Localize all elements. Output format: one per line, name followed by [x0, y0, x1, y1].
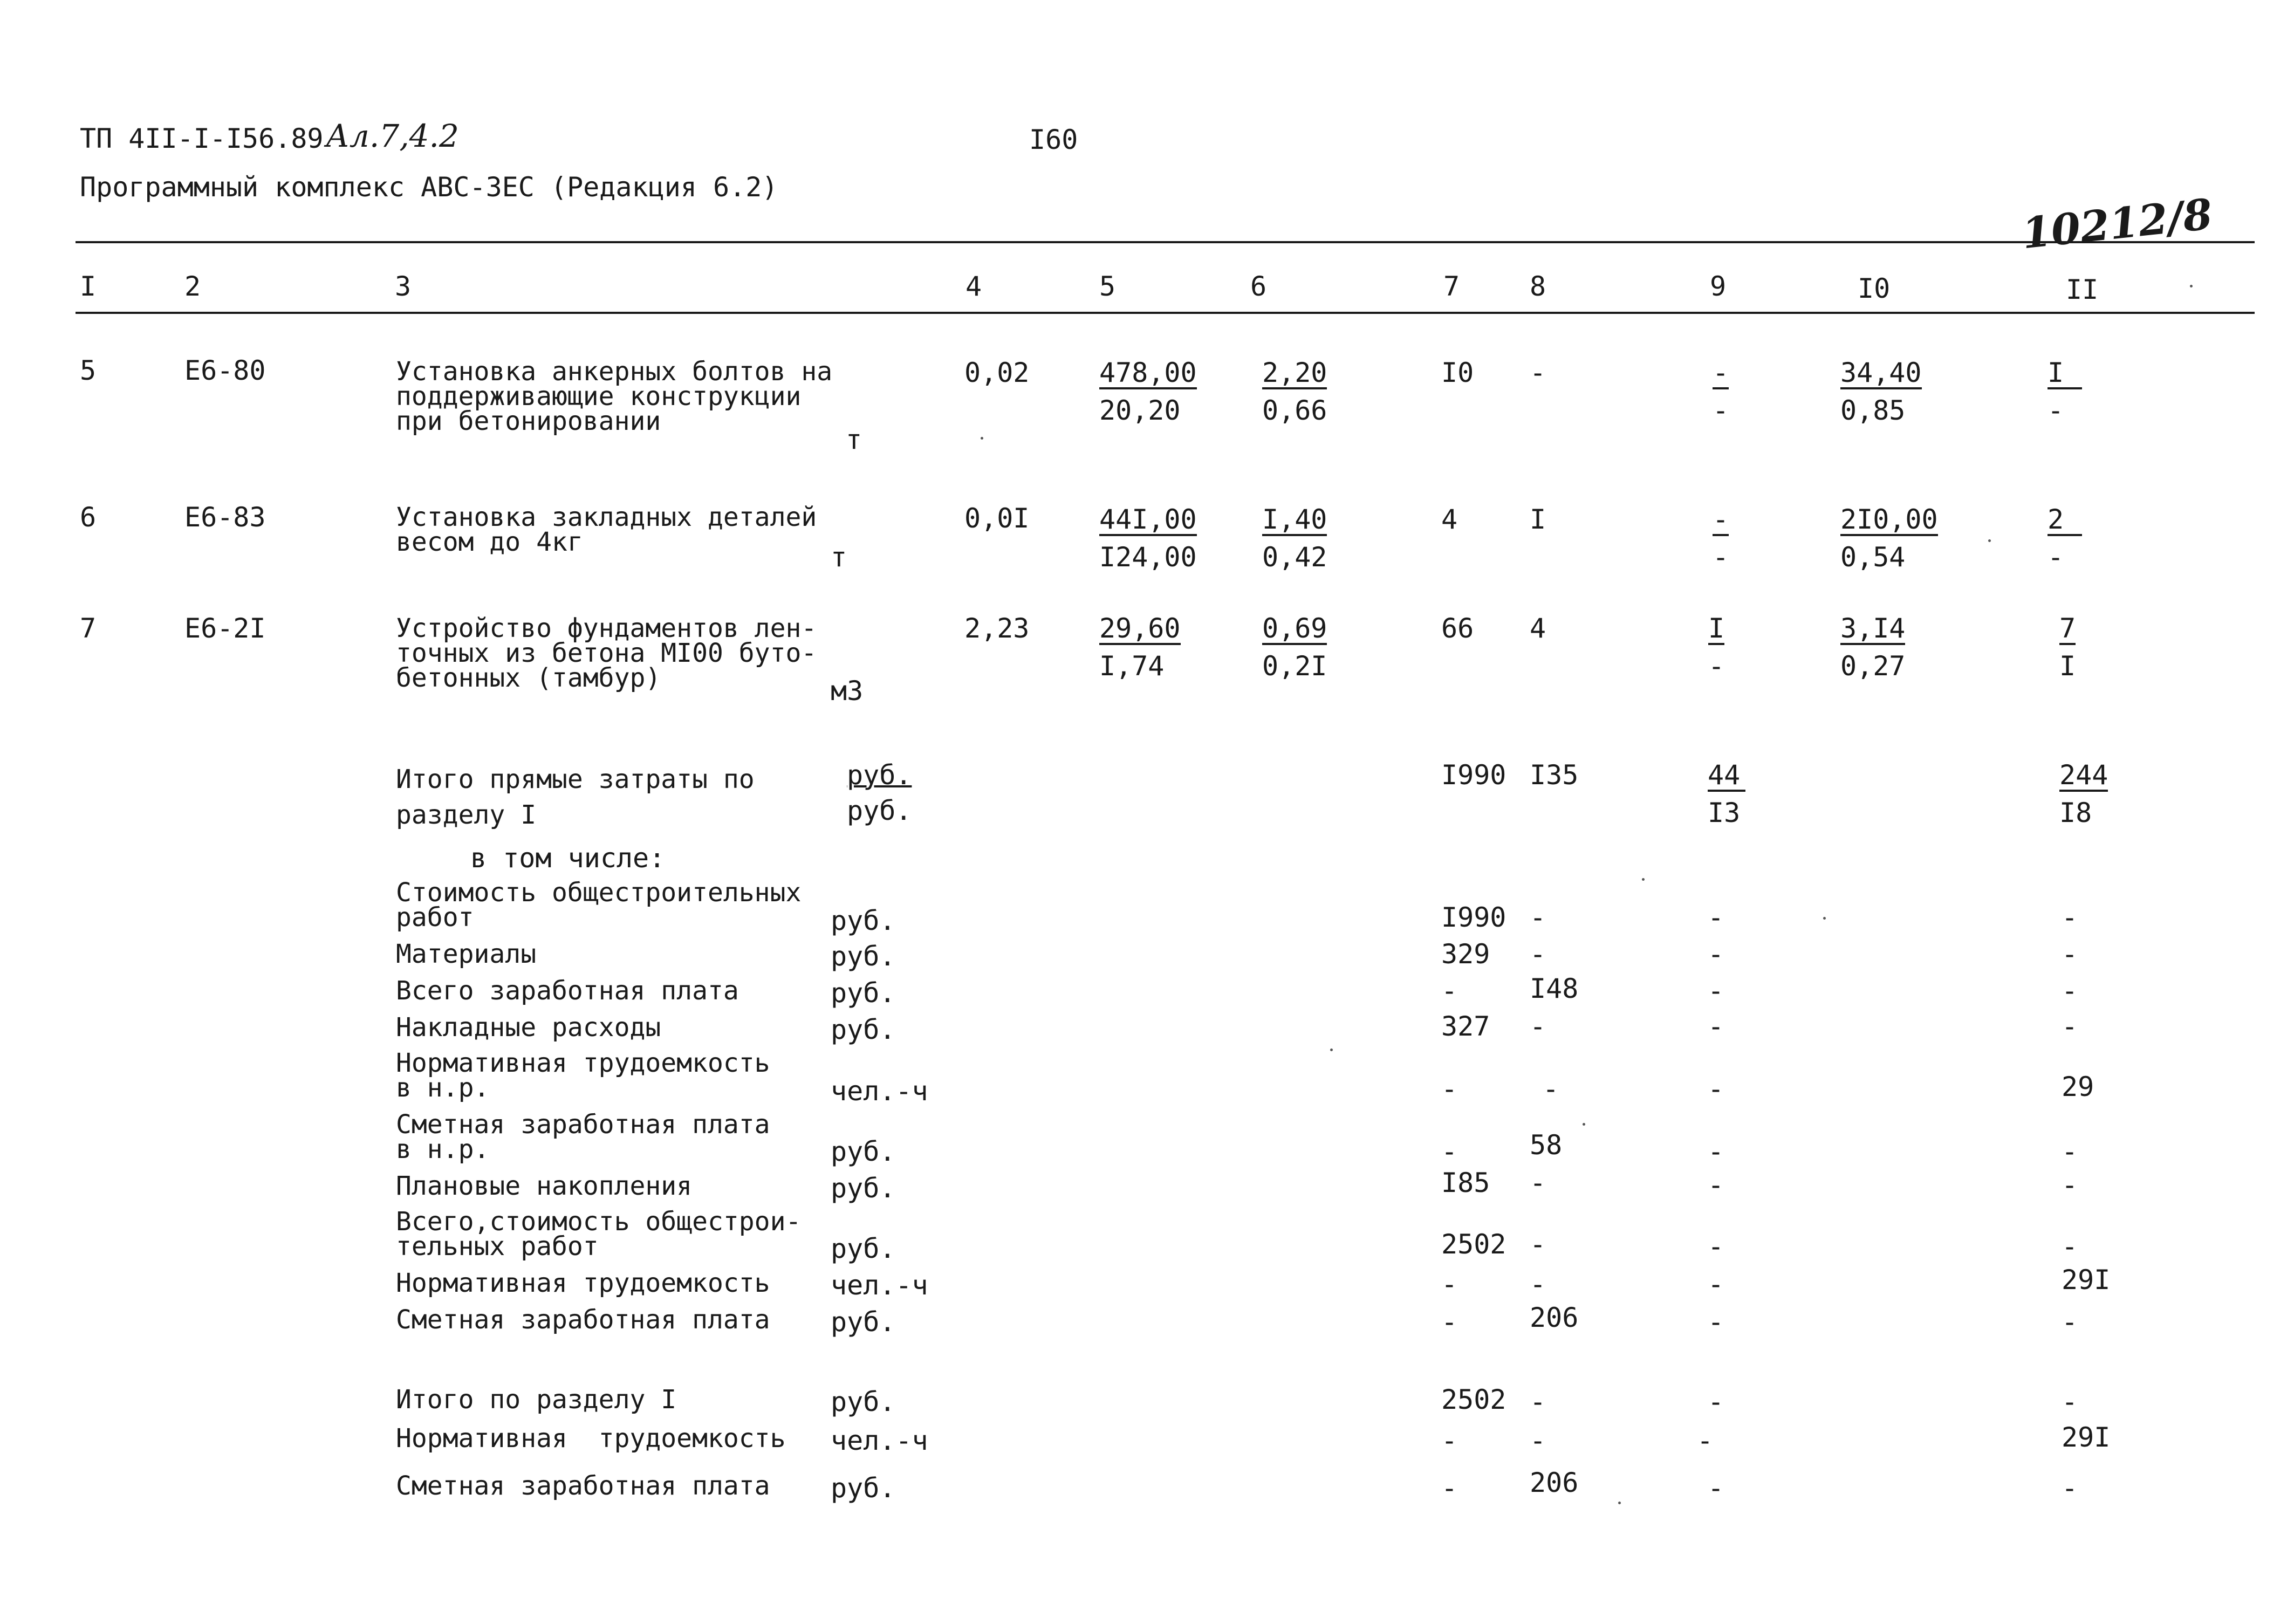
summary-item-name: Нормативная трудоемкость в н.р.	[396, 1048, 770, 1103]
section-total-col7: 2502	[1441, 1384, 1506, 1415]
summary-item-col7: -	[1441, 975, 1458, 1006]
col9-value: - -	[1712, 357, 1729, 426]
row-quantity: 0,02	[964, 357, 1030, 388]
summary-item-name: Сметная заработная плата	[396, 1305, 770, 1335]
section-total-unit: руб.	[831, 1472, 896, 1504]
summary-item-col11: 29	[2062, 1071, 2094, 1102]
row-quantity: 0,0I	[964, 503, 1030, 534]
column-header: 2	[184, 271, 201, 302]
totals-col11: $\frac{244}{I8}$	[2059, 759, 2108, 828]
scan-speck	[1618, 1502, 1621, 1504]
summary-item-col7: 329	[1441, 938, 1490, 970]
col5-value: $\frac{29,60}{I,74}$	[1099, 613, 1181, 682]
summary-item-col7: -	[1441, 1306, 1458, 1338]
summary-item-col11: -	[2062, 1231, 2078, 1262]
row-number: 5	[80, 355, 97, 386]
summary-item-col11: -	[2062, 1169, 2078, 1201]
summary-item-name: Материалы	[396, 939, 537, 969]
section-total-col11: -	[2062, 1472, 2078, 1504]
summary-item-unit: чел.-ч	[831, 1075, 928, 1107]
col7-value: 66	[1441, 613, 1474, 644]
col11-value: I -	[2048, 359, 2082, 424]
row-number: 7	[80, 613, 97, 644]
including-label: в том числе:	[470, 842, 666, 874]
summary-item-col9: -	[1708, 1136, 1724, 1167]
section-total-col11: 29I	[2062, 1422, 2111, 1453]
summary-item-col8: -	[1530, 902, 1546, 933]
summary-item-name: Накладные расходы	[396, 1012, 661, 1043]
column-header: 3	[395, 271, 412, 302]
summary-item-col7: -	[1441, 1073, 1458, 1105]
summary-item-col7: -	[1441, 1136, 1458, 1167]
row-code: Е6-80	[184, 355, 266, 386]
col6-value: $\frac{2,20}{0,66}$	[1262, 357, 1327, 426]
col10-value: $\frac{3,I4}{0,27}$	[1840, 613, 1906, 682]
summary-item-col8: -	[1543, 1073, 1559, 1105]
section-total-col7: -	[1441, 1472, 1458, 1504]
header-top-rule	[76, 241, 2255, 243]
summary-item-col11: -	[2062, 1011, 2078, 1042]
totals-col8: I35	[1530, 759, 1579, 791]
summary-item-col9: -	[1708, 1073, 1724, 1105]
summary-item-col11: -	[2062, 975, 2078, 1006]
col8-value: -	[1530, 357, 1546, 388]
row-unit: м3	[831, 675, 864, 707]
scan-speck	[1583, 1123, 1585, 1126]
section-total-name: Нормативная трудоемкость	[396, 1423, 786, 1454]
summary-item-name: Сметная заработная плата в н.р.	[396, 1109, 770, 1164]
row-code: Е6-2I	[184, 613, 266, 644]
col7-value: 4	[1441, 504, 1458, 535]
summary-item-name: Всего заработная плата	[396, 976, 739, 1006]
col9-value: - -	[1712, 504, 1729, 573]
summary-item-col8: -	[1530, 1269, 1546, 1300]
doc-ref-handwritten: Ал.7,4.2	[326, 118, 459, 154]
col6-value: $\frac{I,40}{0,42}$	[1262, 504, 1327, 573]
summary-item-col8: 206	[1530, 1302, 1579, 1333]
archive-number-handwritten: 10212/8	[2019, 189, 2215, 259]
row-name: Установка закладных деталей весом до 4кг	[396, 502, 817, 557]
summary-item-col8: -	[1530, 1011, 1546, 1042]
summary-item-col7: -	[1441, 1269, 1458, 1300]
summary-item-col7: 327	[1441, 1011, 1490, 1042]
section-total-unit: чел.-ч	[831, 1425, 928, 1456]
scan-speck	[1330, 1049, 1333, 1051]
summary-item-col9: -	[1708, 1011, 1724, 1042]
row-quantity: 2,23	[964, 613, 1030, 644]
col10-value: $\frac{34,40}{0,85}$	[1840, 357, 1922, 426]
col5-value: $\frac{44I,00}{I24,00}$	[1099, 504, 1197, 573]
col10-value: $\frac{2I0,00}{0,54}$	[1840, 504, 1938, 573]
col6-value: $\frac{0,69}{0,2I}$	[1262, 613, 1327, 682]
summary-item-col8: I48	[1530, 973, 1579, 1004]
summary-item-unit: руб.	[831, 1306, 896, 1338]
column-header: 6	[1250, 271, 1267, 302]
totals-unit: руб.	[847, 759, 912, 791]
summary-item-col8: 58	[1530, 1129, 1563, 1161]
header-bottom-rule	[76, 312, 2255, 314]
summary-item-name: Нормативная трудоемкость	[396, 1268, 770, 1298]
column-header: 4	[965, 271, 982, 302]
column-header: 9	[1710, 271, 1727, 302]
summary-item-col7: I85	[1441, 1167, 1490, 1198]
scan-speck	[1988, 539, 1991, 542]
summary-item-col8: -	[1530, 1229, 1546, 1260]
row-name: Устройство фундаментов лен- точных из бетона МI00 буто- бетонных (тамбур)	[396, 613, 817, 693]
summary-item-col7: I990	[1441, 902, 1506, 933]
summary-item-col11: -	[2062, 1306, 2078, 1338]
page-number: I60	[1029, 124, 1078, 155]
section-total-col11: -	[2062, 1386, 2078, 1417]
row-code: Е6-83	[184, 502, 266, 533]
section-total-name: Итого по разделу I	[396, 1385, 677, 1415]
row-unit: т	[846, 424, 862, 455]
col11-value: 2 -	[2048, 506, 2082, 571]
column-header: I0	[1858, 273, 1891, 304]
summary-item-col9: -	[1708, 902, 1724, 933]
summary-item-unit: чел.-ч	[831, 1270, 928, 1301]
doc-code: ТП 4II-I-I56.89	[80, 123, 324, 154]
summary-item-col9: -	[1708, 1306, 1724, 1338]
section-total-col8: 206	[1530, 1467, 1579, 1498]
scan-speck	[1823, 917, 1826, 920]
row-name: Установка анкерных болтов на поддерживающие конструкции при бетонировании	[396, 357, 833, 436]
col9-value: I -	[1708, 613, 1725, 682]
summary-item-col9: -	[1708, 1231, 1724, 1262]
column-header: II	[2066, 274, 2099, 305]
summary-item-col8: -	[1530, 1167, 1546, 1198]
col5-value: $\frac{478,00}{20,20}$	[1099, 357, 1197, 426]
section-total-name: Сметная заработная плата	[396, 1471, 770, 1501]
summary-item-col9: -	[1708, 1169, 1724, 1201]
section-total-col7: -	[1441, 1425, 1458, 1456]
column-header: 8	[1530, 271, 1546, 302]
row-number: 6	[80, 502, 97, 533]
summary-item-col8: -	[1530, 938, 1546, 970]
column-header: 5	[1099, 271, 1116, 302]
section-total-col9: -	[1708, 1386, 1724, 1417]
col11-value: $\frac{7}{I}$	[2059, 613, 2076, 682]
col8-value: 4	[1530, 613, 1546, 644]
col8-value: I	[1530, 504, 1546, 535]
summary-item-col11: -	[2062, 1136, 2078, 1167]
summary-item-col9: -	[1708, 938, 1724, 970]
row-unit: т	[831, 542, 847, 573]
summary-item-name: Стоимость общестроительных работ	[396, 878, 802, 933]
summary-item-col9: -	[1708, 975, 1724, 1006]
summary-item-col11: -	[2062, 902, 2078, 933]
summary-item-col9: -	[1708, 1269, 1724, 1300]
section-total-col8: -	[1530, 1425, 1546, 1456]
summary-item-col7: 2502	[1441, 1229, 1506, 1260]
scan-speck	[981, 437, 983, 440]
summary-item-unit: руб.	[831, 905, 896, 936]
scan-speck	[2190, 285, 2193, 287]
section-total-col8: -	[1530, 1386, 1546, 1417]
summary-item-unit: руб.	[831, 941, 896, 972]
totals-col9: $\frac{44}{I3}$	[1708, 762, 1745, 826]
section-total-unit: руб.	[831, 1386, 896, 1417]
totals-label: Итого прямые затраты по разделу I	[396, 764, 755, 830]
scan-speck	[1642, 878, 1645, 881]
section-total-col9: -	[1708, 1472, 1724, 1504]
summary-item-unit: руб.	[831, 977, 896, 1009]
summary-item-name: Плановые накопления	[396, 1171, 693, 1201]
section-total-col9: -	[1697, 1425, 1714, 1456]
summary-item-unit: руб.	[831, 1173, 896, 1204]
summary-item-unit: руб.	[831, 1014, 896, 1045]
summary-item-unit: руб.	[831, 1136, 896, 1167]
program-title: Программный комплекс АВС-3ЕС (Редакция 6.2)	[80, 172, 778, 203]
totals-unit: руб.	[847, 795, 912, 826]
column-header: 7	[1443, 271, 1460, 302]
summary-item-col11: 29I	[2062, 1264, 2111, 1296]
col7-value: I0	[1441, 357, 1474, 388]
summary-item-col11: -	[2062, 938, 2078, 970]
summary-item-name: Всего,стоимость общестрои- тельных работ	[396, 1207, 802, 1262]
column-header: I	[80, 271, 97, 302]
summary-item-unit: руб.	[831, 1233, 896, 1264]
totals-col7: I990	[1441, 759, 1506, 791]
